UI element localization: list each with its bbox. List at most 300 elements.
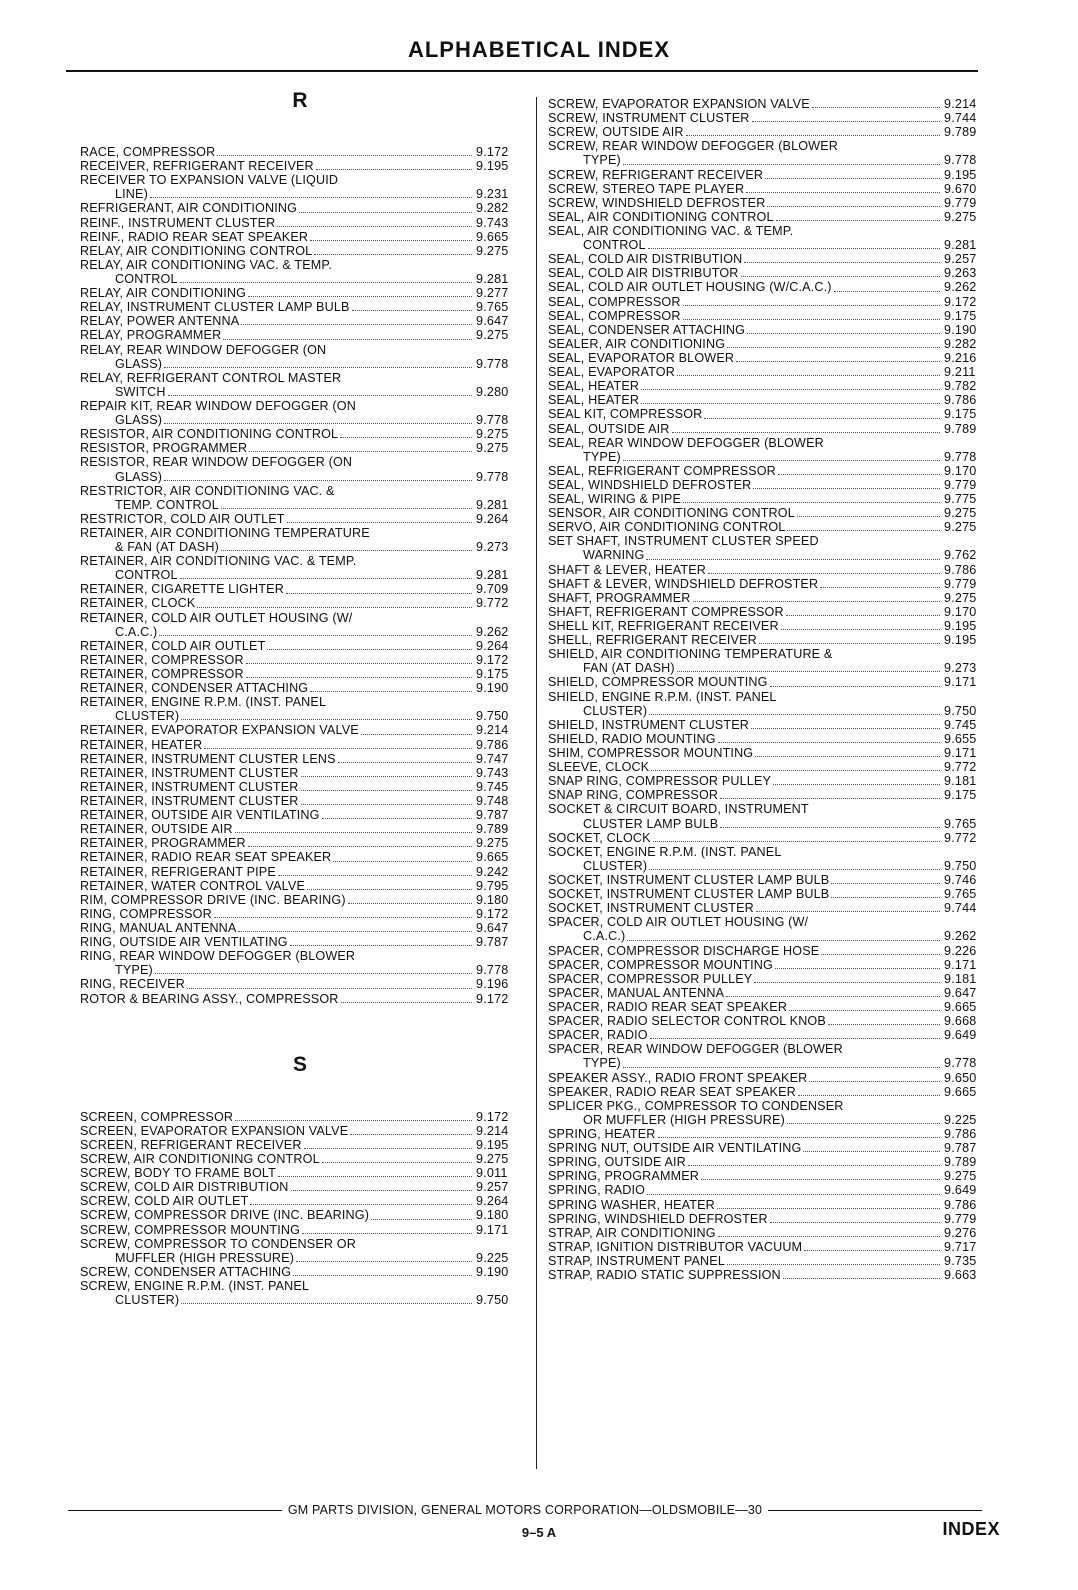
index-entry — [548, 647, 988, 675]
entry-name: SERVO, AIR CONDITIONING CONTROL — [548, 520, 786, 535]
entry-name: SCREW, EVAPORATOR EXPANSION VALVE — [548, 96, 810, 111]
entry-page-ref: 9.172 — [476, 652, 509, 667]
dot-leader — [248, 846, 472, 847]
entry-name: STRAP, AIR CONDITIONING — [548, 1225, 716, 1240]
entry-page-ref: 9.275 — [944, 520, 977, 535]
index-entry — [548, 182, 988, 196]
index-entry-line — [80, 865, 520, 879]
index-entry-line — [80, 1124, 520, 1138]
entry-name: SOCKET, ENGINE R.P.M. (INST. PANEL — [548, 844, 782, 859]
index-entry-line — [548, 1127, 988, 1141]
left-column — [80, 86, 520, 1307]
entry-name: SPRING, OUTSIDE AIR — [548, 1155, 686, 1170]
index-entry-line — [80, 907, 520, 921]
entry-page-ref: 9.211 — [944, 365, 976, 380]
r-entry-list — [80, 145, 520, 1006]
dot-leader — [776, 220, 940, 221]
index-entry — [548, 690, 988, 718]
index-entry — [548, 746, 988, 760]
index-entry-line — [548, 182, 988, 196]
entry-page-ref: 9.264 — [476, 511, 509, 526]
index-entry-continuation — [548, 1056, 988, 1070]
entry-page-ref: 9.275 — [944, 209, 977, 224]
entry-name: SHAFT, PROGRAMMER — [548, 590, 691, 605]
dot-leader — [753, 488, 940, 489]
entry-page-ref: 9.778 — [476, 963, 509, 978]
dot-leader — [647, 1194, 940, 1195]
dot-leader — [720, 798, 940, 799]
entry-page-ref: 9.649 — [944, 1028, 977, 1043]
dot-leader — [238, 931, 472, 932]
dot-leader — [708, 573, 940, 574]
entry-name: RING, REAR WINDOW DEFOGGER (BLOWER — [80, 949, 356, 964]
entry-page-ref: 9.750 — [944, 858, 977, 873]
entry-name: SHIELD, RADIO MOUNTING — [548, 731, 716, 746]
entry-page-ref: 9.778 — [944, 1056, 977, 1071]
index-entry-continuation — [80, 413, 520, 427]
index-entry-line — [80, 935, 520, 949]
entry-page-ref: 9.665 — [944, 999, 977, 1014]
index-entry-line — [80, 794, 520, 808]
entry-page-ref: 9.281 — [476, 497, 509, 512]
dot-leader — [736, 361, 940, 362]
entry-name: RETAINER, AIR CONDITIONING VAC. & TEMP. — [80, 554, 357, 569]
index-entry — [548, 196, 988, 210]
dot-leader — [291, 1190, 472, 1191]
dot-leader — [155, 973, 472, 974]
dot-leader — [778, 474, 940, 475]
dot-leader — [623, 164, 940, 165]
dot-leader — [217, 155, 472, 156]
index-entry-line — [80, 286, 520, 300]
entry-page-ref: 9.744 — [944, 111, 977, 126]
entry-page-ref: 9.276 — [944, 1225, 977, 1240]
entry-page-ref: 9.275 — [476, 441, 509, 456]
index-entry — [80, 286, 520, 300]
entry-name: RETAINER, OUTSIDE AIR — [80, 822, 233, 837]
entry-page-ref: 9.744 — [944, 901, 977, 916]
dot-leader — [677, 671, 940, 672]
dot-leader — [658, 1137, 940, 1138]
index-entry-continuation — [80, 963, 520, 977]
dot-leader — [756, 911, 940, 912]
index-entry-line — [548, 210, 988, 224]
entry-page-ref: 9.231 — [476, 187, 509, 202]
entry-page-ref: 9.180 — [476, 892, 509, 907]
entry-page-ref: 9.181 — [944, 774, 977, 789]
index-entry-line — [548, 534, 988, 548]
index-entry — [548, 1000, 988, 1014]
index-entry — [548, 337, 988, 351]
entry-page-ref: 9.795 — [476, 878, 509, 893]
entry-name: SPACER, RADIO SELECTOR CONTROL KNOB — [548, 1014, 826, 1029]
index-entry-line — [548, 1071, 988, 1085]
index-entry-line — [548, 351, 988, 365]
entry-page-ref: 9.789 — [944, 125, 977, 140]
index-entry-line — [548, 1183, 988, 1197]
entry-name: SOCKET, INSTRUMENT CLUSTER LAMP BULB — [548, 887, 830, 902]
dot-leader — [307, 889, 472, 890]
index-entry-continuation — [80, 272, 520, 286]
dot-leader — [770, 686, 940, 687]
index-entry-line — [548, 407, 988, 421]
dot-leader — [322, 1162, 472, 1163]
entry-page-ref: 9.171 — [944, 957, 977, 972]
s-entry-list-left — [80, 1110, 520, 1308]
entry-name-continuation: CLUSTER) — [583, 858, 648, 873]
entry-page-ref: 9.180 — [476, 1208, 509, 1223]
dot-leader — [235, 1120, 472, 1121]
entry-name-continuation: SWITCH — [115, 384, 166, 399]
index-entry — [548, 845, 988, 873]
index-entry — [548, 605, 988, 619]
index-entry — [80, 1237, 520, 1265]
entry-name: RETAINER, CONDENSER ATTACHING — [80, 681, 309, 696]
index-entry-continuation — [548, 1113, 988, 1127]
entry-name: REINF., INSTRUMENT CLUSTER — [80, 215, 276, 230]
index-entry — [80, 230, 520, 244]
entry-name: SPRING, WINDSHIELD DEFROSTER — [548, 1211, 768, 1226]
index-entry — [80, 992, 520, 1006]
index-entry — [80, 145, 520, 159]
entry-page-ref: 9.779 — [944, 1211, 977, 1226]
entry-name: SCREEN, COMPRESSOR — [80, 1109, 234, 1124]
entry-page-ref: 9.172 — [476, 906, 509, 921]
index-entry-continuation — [548, 549, 988, 563]
entry-page-ref: 9.171 — [944, 675, 977, 690]
index-entry — [80, 681, 520, 695]
dot-leader — [765, 178, 940, 179]
entry-name: SEAL, WIRING & PIPE — [548, 492, 682, 507]
index-entry — [548, 280, 988, 294]
index-entry-line — [548, 168, 988, 182]
entry-name: SCREEN, REFRIGERANT RECEIVER — [80, 1137, 302, 1152]
entry-name: SHIELD, ENGINE R.P.M. (INST. PANEL — [548, 689, 777, 704]
index-entry-continuation — [80, 625, 520, 639]
dot-leader — [150, 197, 472, 198]
index-entry — [548, 732, 988, 746]
entry-page-ref: 9.772 — [944, 830, 977, 845]
index-entry-line — [548, 972, 988, 986]
entry-name: RETAINER, COMPRESSOR — [80, 652, 244, 667]
dot-leader — [650, 1038, 940, 1039]
entry-name: SCREW, WINDSHIELD DEFROSTER — [548, 195, 766, 210]
entry-page-ref: 9.647 — [476, 314, 509, 329]
entry-name: SEAL, REFRIGERANT COMPRESSOR — [548, 463, 776, 478]
index-entry-line — [80, 328, 520, 342]
entry-name: RESISTOR, PROGRAMMER — [80, 441, 248, 456]
index-entry — [548, 619, 988, 633]
index-entry-line — [548, 633, 988, 647]
entry-page-ref: 9.647 — [476, 921, 509, 935]
entry-page-ref: 9.181 — [944, 971, 977, 986]
index-entry-line — [80, 667, 520, 681]
dot-leader — [746, 192, 940, 193]
index-entry-line — [548, 1226, 988, 1240]
entry-page-ref: 9.717 — [944, 1239, 977, 1254]
dot-leader — [223, 339, 472, 340]
index-entry-continuation — [80, 709, 520, 723]
index-entry — [80, 258, 520, 286]
index-entry — [80, 512, 520, 526]
entry-name: RING, RECEIVER — [80, 977, 185, 992]
dot-leader — [371, 1219, 472, 1220]
index-entry-line — [80, 554, 520, 568]
index-entry-continuation — [548, 153, 988, 167]
entry-name: SHELL, REFRIGERANT RECEIVER — [548, 633, 757, 648]
index-entry — [548, 788, 988, 802]
entry-page-ref: 9.786 — [944, 1197, 977, 1212]
entry-name: SCREW, COLD AIR DISTRIBUTION — [80, 1180, 289, 1195]
dot-leader — [803, 1151, 940, 1152]
index-entry — [548, 139, 988, 167]
entry-name: RECEIVER, REFRIGERANT RECEIVER — [80, 159, 314, 174]
index-entry — [548, 295, 988, 309]
dot-leader — [717, 1208, 940, 1209]
index-entry-continuation — [80, 385, 520, 399]
index-entry — [80, 822, 520, 836]
index-entry — [80, 865, 520, 879]
dot-leader — [812, 107, 940, 108]
index-entry — [80, 314, 520, 328]
entry-name: SPACER, COLD AIR OUTLET HOUSING (W/ — [548, 915, 809, 930]
dot-leader — [787, 1123, 940, 1124]
entry-name: SEAL KIT, COMPRESSOR — [548, 407, 703, 422]
entry-name-continuation: CONTROL — [583, 238, 646, 253]
entry-name: ROTOR & BEARING ASSY., COMPRESSOR — [80, 991, 339, 1006]
index-entry-line — [80, 639, 520, 653]
index-entry — [80, 1279, 520, 1307]
index-entry-line — [80, 427, 520, 441]
index-entry — [548, 802, 988, 830]
entry-page-ref: 9.670 — [944, 181, 977, 196]
index-entry-line — [548, 1042, 988, 1056]
entry-name: RETAINER, EVAPORATOR EXPANSION VALVE — [80, 723, 359, 738]
index-entry-line — [548, 1099, 988, 1113]
entry-page-ref: 9.778 — [476, 469, 509, 484]
index-entry — [80, 611, 520, 639]
s-entry-list-right — [548, 97, 988, 1282]
entry-page-ref: 9.745 — [476, 779, 509, 794]
index-entry-line — [548, 1014, 988, 1028]
entry-name: RELAY, AIR CONDITIONING CONTROL — [80, 243, 313, 258]
entry-name: SEAL, COMPRESSOR — [548, 294, 681, 309]
index-entry-line — [80, 371, 520, 385]
index-entry-line — [548, 436, 988, 450]
entry-page-ref: 9.275 — [476, 328, 509, 343]
index-entry-line — [548, 1169, 988, 1183]
index-entry-continuation — [80, 568, 520, 582]
index-entry — [80, 667, 520, 681]
index-entry-line — [80, 738, 520, 752]
entry-name: SEAL, EVAPORATOR — [548, 365, 675, 380]
entry-name: SOCKET, CLOCK — [548, 830, 651, 845]
index-entry-line — [80, 582, 520, 596]
entry-page-ref: 9.649 — [944, 1183, 977, 1198]
index-entry-line — [80, 695, 520, 709]
index-entry — [548, 1198, 988, 1212]
dot-leader — [221, 508, 472, 509]
entry-page-ref: 9.709 — [476, 582, 509, 597]
index-entry — [80, 766, 520, 780]
index-entry-line — [80, 766, 520, 780]
section-letter-s: S — [292, 1052, 307, 1076]
dot-leader — [241, 324, 472, 325]
index-entry — [548, 97, 988, 111]
entry-name: RELAY, AIR CONDITIONING — [80, 286, 247, 301]
dot-leader — [322, 818, 472, 819]
index-entry-line — [548, 478, 988, 492]
entry-name: SEAL, REAR WINDOW DEFOGGER (BLOWER — [548, 435, 824, 450]
dot-leader — [278, 1176, 472, 1177]
entry-name: RETAINER, AIR CONDITIONING TEMPERATURE — [80, 525, 370, 540]
entry-name: SPRING WASHER, HEATER — [548, 1197, 715, 1212]
entry-page-ref: 9.172 — [476, 1109, 509, 1124]
entry-name-continuation: CLUSTER LAMP BULB — [583, 816, 719, 831]
title-rule — [66, 70, 978, 72]
index-entry-line — [548, 873, 988, 887]
index-entry-line — [548, 379, 988, 393]
entry-page-ref: 9.745 — [944, 717, 977, 732]
entry-name: RETAINER, OUTSIDE AIR VENTILATING — [80, 808, 320, 823]
dot-leader — [197, 607, 472, 608]
entry-name: RETAINER, INSTRUMENT CLUSTER LENS — [80, 751, 336, 766]
index-entry-line — [548, 746, 988, 760]
dot-leader — [301, 804, 472, 805]
dot-leader — [350, 1134, 472, 1135]
index-entry-line — [80, 1180, 520, 1194]
index-entry-continuation — [548, 238, 988, 252]
index-entry — [80, 343, 520, 371]
entry-name: SPRING, HEATER — [548, 1126, 656, 1141]
dot-leader — [277, 226, 472, 227]
index-entry-line — [80, 300, 520, 314]
index-entry-continuation — [80, 470, 520, 484]
index-entry — [548, 887, 988, 901]
entry-name: SEAL, OUTSIDE AIR — [548, 421, 670, 436]
index-entry — [548, 323, 988, 337]
index-entry — [80, 695, 520, 723]
index-entry-continuation — [80, 1293, 520, 1307]
dot-leader — [798, 1095, 940, 1096]
entry-page-ref: 9.772 — [944, 760, 977, 775]
index-entry — [548, 407, 988, 421]
dot-leader — [747, 333, 940, 334]
index-entry-line — [80, 977, 520, 991]
index-entry — [548, 1127, 988, 1141]
entry-page-ref: 9.786 — [944, 1126, 977, 1141]
index-entry — [548, 718, 988, 732]
entry-page-ref: 9.195 — [476, 159, 509, 174]
index-entry-line — [548, 901, 988, 915]
entry-name: RESTRICTOR, AIR CONDITIONING VAC. & — [80, 483, 335, 498]
index-entry — [548, 1155, 988, 1169]
entry-name-continuation: OR MUFFLER (HIGH PRESSURE) — [583, 1112, 785, 1127]
dot-leader — [677, 375, 940, 376]
entry-page-ref: 9.216 — [944, 350, 977, 365]
entry-name: SEAL, AIR CONDITIONING VAC. & TEMP. — [548, 223, 794, 238]
entry-name: SCREW, REAR WINDOW DEFOGGER (BLOWER — [548, 139, 839, 154]
dot-leader — [831, 883, 940, 884]
dot-leader — [783, 1278, 940, 1279]
dot-leader — [204, 748, 472, 749]
page-title: ALPHABETICAL INDEX — [407, 37, 671, 62]
dot-leader — [704, 418, 940, 419]
index-entry — [548, 309, 988, 323]
entry-name: SCREW, BODY TO FRAME BOLT — [80, 1166, 276, 1181]
dot-leader — [361, 734, 472, 735]
dot-leader — [831, 897, 940, 898]
entry-name: SCREW, AIR CONDITIONING CONTROL — [80, 1151, 320, 1166]
entry-page-ref: 9.778 — [944, 153, 977, 168]
entry-name: SPACER, RADIO — [548, 1028, 648, 1043]
index-entry — [548, 633, 988, 647]
dot-leader — [726, 996, 940, 997]
dot-leader — [316, 169, 472, 170]
index-entry — [548, 1099, 988, 1127]
dot-leader — [341, 1002, 472, 1003]
index-entry-line — [80, 1166, 520, 1180]
entry-name-continuation: GLASS) — [115, 413, 163, 428]
entry-name-continuation: WARNING — [583, 548, 645, 563]
entry-name: RETAINER, INSTRUMENT CLUSTER — [80, 779, 299, 794]
entry-name: SHIELD, INSTRUMENT CLUSTER — [548, 717, 749, 732]
index-entry — [548, 478, 988, 492]
index-entry-line — [80, 399, 520, 413]
dot-leader — [789, 1010, 940, 1011]
entry-name: REINF., RADIO REAR SEAT SPEAKER — [80, 229, 309, 244]
entry-page-ref: 9.281 — [944, 238, 977, 253]
entry-page-ref: 9.747 — [476, 751, 509, 766]
entry-name: SPACER, MANUAL ANTENNA — [548, 985, 725, 1000]
index-entry-line — [548, 718, 988, 732]
entry-name: SPEAKER, RADIO REAR SEAT SPEAKER — [548, 1084, 796, 1099]
entry-page-ref: 9.171 — [944, 746, 977, 761]
index-entry — [80, 836, 520, 850]
entry-name: RELAY, REFRIGERANT CONTROL MASTER — [80, 370, 342, 385]
entry-page-ref: 9.226 — [944, 943, 977, 958]
entry-name: STRAP, IGNITION DISTRIBUTOR VACUUM — [548, 1239, 803, 1254]
entry-page-ref: 9.195 — [476, 1137, 509, 1152]
index-entry-line — [548, 760, 988, 774]
entry-name: RING, OUTSIDE AIR VENTILATING — [80, 935, 288, 950]
index-entry-line — [548, 280, 988, 294]
entry-name: SEAL, COLD AIR DISTRIBUTOR — [548, 266, 739, 281]
index-entry — [548, 1240, 988, 1254]
index-entry-line — [548, 1000, 988, 1014]
entry-name-continuation: TEMP. CONTROL — [115, 497, 219, 512]
dot-leader — [648, 248, 940, 249]
index-entry-line — [80, 808, 520, 822]
dot-leader — [246, 677, 472, 678]
entry-page-ref: 9.779 — [944, 576, 977, 591]
entry-page-ref: 9.750 — [476, 709, 509, 724]
entry-name: SHIELD, COMPRESSOR MOUNTING — [548, 675, 768, 690]
dot-leader — [340, 437, 472, 438]
entry-page-ref: 9.786 — [944, 562, 977, 577]
dot-leader — [651, 770, 940, 771]
dot-leader — [248, 296, 472, 297]
entry-page-ref: 9.225 — [944, 1112, 977, 1127]
dot-leader — [168, 395, 472, 396]
entry-page-ref: 9.195 — [944, 167, 977, 182]
index-entry — [80, 1124, 520, 1138]
index-entry-continuation — [548, 661, 988, 675]
entry-name: SPACER, COMPRESSOR DISCHARGE HOSE — [548, 943, 820, 958]
entry-page-ref: 9.195 — [944, 619, 977, 634]
dot-leader — [623, 1067, 940, 1068]
index-entry — [548, 760, 988, 774]
